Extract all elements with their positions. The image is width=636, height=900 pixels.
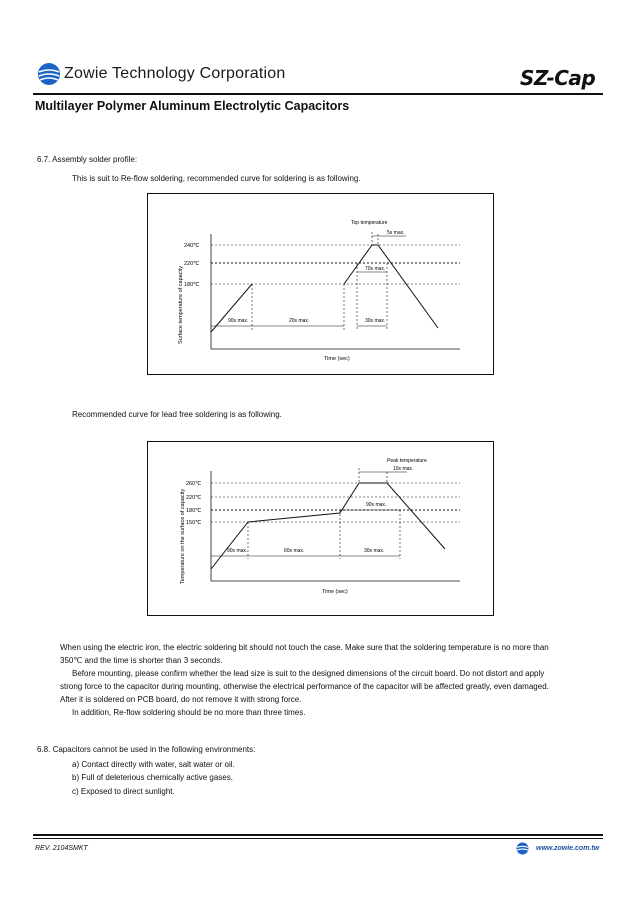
profile-preheat-ramp <box>211 284 252 332</box>
duration-label: 70s max. <box>365 266 386 272</box>
section-6-8-heading: 6.8. Capacitors cannot be used in the following environments: <box>37 745 256 754</box>
temp-label: 150℃ <box>186 520 202 526</box>
note-line: When using the electric iron, the electric soldering bit should not touch the case. Make sure that the soldering temperature is no more than <box>60 643 549 652</box>
duration-label: 90s max. <box>227 548 248 554</box>
zowie-globe-small-icon <box>516 842 529 855</box>
duration-label: 60s max. <box>284 548 305 554</box>
section-6-7-heading: 6.7. Assembly solder profile: <box>37 155 138 164</box>
note-line: Before mounting, please confirm whether the lead size is suit to the designed dimensions of the circuit board. Do not distort and apply <box>72 669 545 678</box>
peak-temperature-label: Peak temperature <box>387 458 427 464</box>
temp-label: 240℃ <box>184 243 200 249</box>
note-line: 350℃ and the time is shorter than 3 seconds. <box>60 656 223 665</box>
environment-item: a) Contact directly with water, salt water or oil. <box>72 760 235 769</box>
footer-rule-thin <box>33 838 603 839</box>
document-title: Multilayer Polymer Aluminum Electrolytic Capacitors <box>35 99 350 113</box>
reflow-chart-frame <box>147 193 494 375</box>
y-axis-label: Temperature on the surface of capacity <box>180 488 186 584</box>
leadfree-chart-frame <box>147 441 494 616</box>
duration-label: 90s max. <box>366 502 387 508</box>
profile-peak-curve <box>344 245 438 328</box>
footer-rule <box>33 834 603 836</box>
duration-label: 30s max. <box>364 548 385 554</box>
temp-label: 220℃ <box>186 495 202 501</box>
note-line: After it is soldered on PCB board, do not remove it with strong force. <box>60 695 302 704</box>
header-rule <box>33 93 603 95</box>
y-axis-label: Surface temperature of capacity <box>178 266 184 344</box>
x-axis-label: Time (sec) <box>324 356 350 362</box>
revision-label: REV. 2104SMKT <box>35 845 88 852</box>
peak-temperature-label: Top temperature <box>351 220 388 226</box>
zowie-globe-logo-icon <box>37 62 61 86</box>
environment-item: b) Full of deleterious chemically active gases. <box>72 773 233 782</box>
company-name: Zowie Technology Corporation <box>64 65 286 82</box>
website-link[interactable]: www.zowie.com.tw <box>536 845 600 852</box>
x-axis-label: Time (sec) <box>322 589 348 595</box>
duration-label: 90s max. <box>228 318 249 324</box>
duration-label: 30s max. <box>365 318 386 324</box>
reflow-profile-chart <box>148 194 493 374</box>
leadfree-intro: Recommended curve for lead free soldering is as following. <box>72 410 282 419</box>
temp-label: 220℃ <box>184 261 200 267</box>
temp-label: 260℃ <box>186 481 202 487</box>
duration-label: 10s max. <box>393 466 414 472</box>
brand-logo-text: SZ-Cap <box>520 66 596 90</box>
leadfree-profile-chart <box>148 442 493 615</box>
environment-item: c) Exposed to direct sunlight. <box>72 787 175 796</box>
note-line: In addition, Re-flow soldering should be no more than three times. <box>72 708 306 717</box>
duration-label: 5s max. <box>387 230 405 236</box>
temp-label: 180℃ <box>186 508 202 514</box>
reflow-intro: This is suit to Re-flow soldering, recommended curve for soldering is as following. <box>72 174 361 183</box>
temp-label: 180℃ <box>184 282 200 288</box>
note-line: strong force to the capacitor during mounting, otherwise the electrical performance of the capacitor will be affected greatly, even damaged. <box>60 682 549 691</box>
duration-label: 20s max. <box>289 318 310 324</box>
